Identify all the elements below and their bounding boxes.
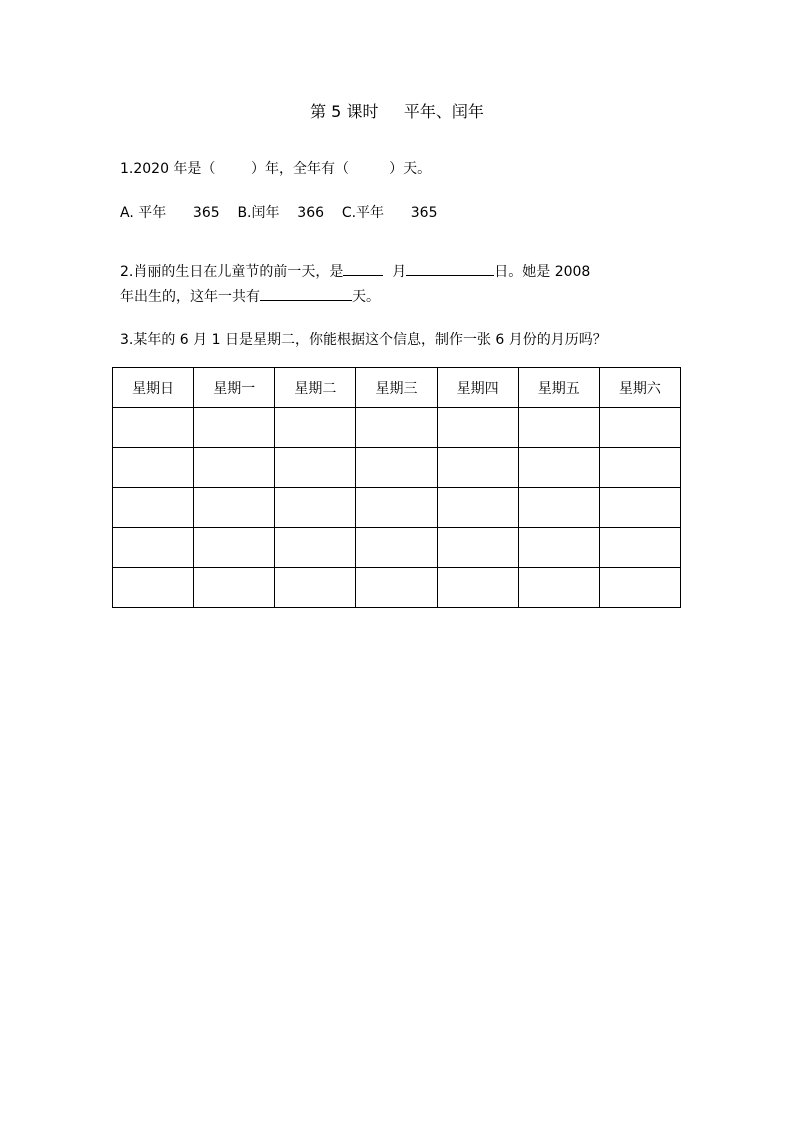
question-2-line-2	[120, 285, 380, 307]
day-blank[interactable]	[406, 260, 494, 276]
question-2-text-c: 日。她是 2008	[494, 264, 591, 280]
calendar-cell[interactable]	[113, 408, 194, 448]
question-1-options: A. 平年 365 B.闰年 366 C.平年 365	[120, 205, 438, 221]
calendar-cell[interactable]	[194, 408, 275, 448]
calendar-week-row	[113, 488, 681, 528]
calendar-cell[interactable]	[518, 528, 599, 568]
calendar-cell[interactable]	[275, 408, 356, 448]
calendar-cell[interactable]	[275, 568, 356, 608]
calendar-cell[interactable]	[599, 488, 680, 528]
calendar-cell[interactable]	[113, 488, 194, 528]
calendar-cell[interactable]	[518, 488, 599, 528]
calendar-cell[interactable]	[437, 568, 518, 608]
calendar-cell[interactable]	[275, 488, 356, 528]
calendar-cell[interactable]	[275, 448, 356, 488]
calendar-cell[interactable]	[599, 568, 680, 608]
question-2-text-e: 天。	[352, 289, 380, 305]
weekday-header-monday: 星期一	[194, 368, 275, 408]
calendar-cell[interactable]	[356, 488, 437, 528]
calendar-week-row	[113, 408, 681, 448]
weekday-header-tuesday: 星期二	[275, 368, 356, 408]
calendar-cell[interactable]	[356, 408, 437, 448]
calendar-week-row	[113, 568, 681, 608]
calendar-cell[interactable]	[113, 568, 194, 608]
calendar-cell[interactable]	[437, 488, 518, 528]
calendar-cell[interactable]	[599, 448, 680, 488]
calendar-cell[interactable]	[356, 448, 437, 488]
calendar-header-row	[113, 368, 681, 408]
calendar-cell[interactable]	[275, 528, 356, 568]
calendar-cell[interactable]	[518, 408, 599, 448]
calendar-cell[interactable]	[518, 448, 599, 488]
calendar-cell[interactable]	[437, 448, 518, 488]
weekday-header-saturday: 星期六	[599, 368, 680, 408]
weekday-header-friday: 星期五	[518, 368, 599, 408]
weekday-header-sunday: 星期日	[113, 368, 194, 408]
calendar-cell[interactable]	[599, 528, 680, 568]
calendar-cell[interactable]	[437, 408, 518, 448]
calendar-cell[interactable]	[356, 528, 437, 568]
days-blank[interactable]	[260, 285, 352, 301]
question-2-text-a: 2.肖丽的生日在儿童节的前一天，是	[120, 264, 344, 280]
weekday-header-wednesday: 星期三	[356, 368, 437, 408]
question-3: 3.某年的 6 月 1 日是星期二，你能根据这个信息，制作一张 6 月份的月历吗？	[120, 332, 607, 348]
question-2-text-b: 月	[383, 264, 407, 280]
calendar-cell[interactable]	[437, 528, 518, 568]
calendar-cell[interactable]	[356, 568, 437, 608]
calendar-week-row	[113, 448, 681, 488]
question-2-line-1	[120, 260, 590, 282]
calendar-cell[interactable]	[518, 568, 599, 608]
calendar-table	[112, 367, 681, 608]
calendar-week-row	[113, 528, 681, 568]
lesson-title: 第 5 课时 平年、闰年	[310, 102, 484, 121]
calendar-cell[interactable]	[113, 528, 194, 568]
question-2-text-d: 年出生的，这年一共有	[120, 289, 260, 305]
calendar-cell[interactable]	[194, 528, 275, 568]
weekday-header-thursday: 星期四	[437, 368, 518, 408]
calendar-cell[interactable]	[599, 408, 680, 448]
month-blank[interactable]	[343, 260, 383, 276]
calendar-cell[interactable]	[194, 488, 275, 528]
calendar-cell[interactable]	[194, 448, 275, 488]
calendar-cell[interactable]	[113, 448, 194, 488]
calendar-cell[interactable]	[194, 568, 275, 608]
question-1: 1.2020 年是（ ）年，全年有（ ）天。	[120, 161, 432, 177]
